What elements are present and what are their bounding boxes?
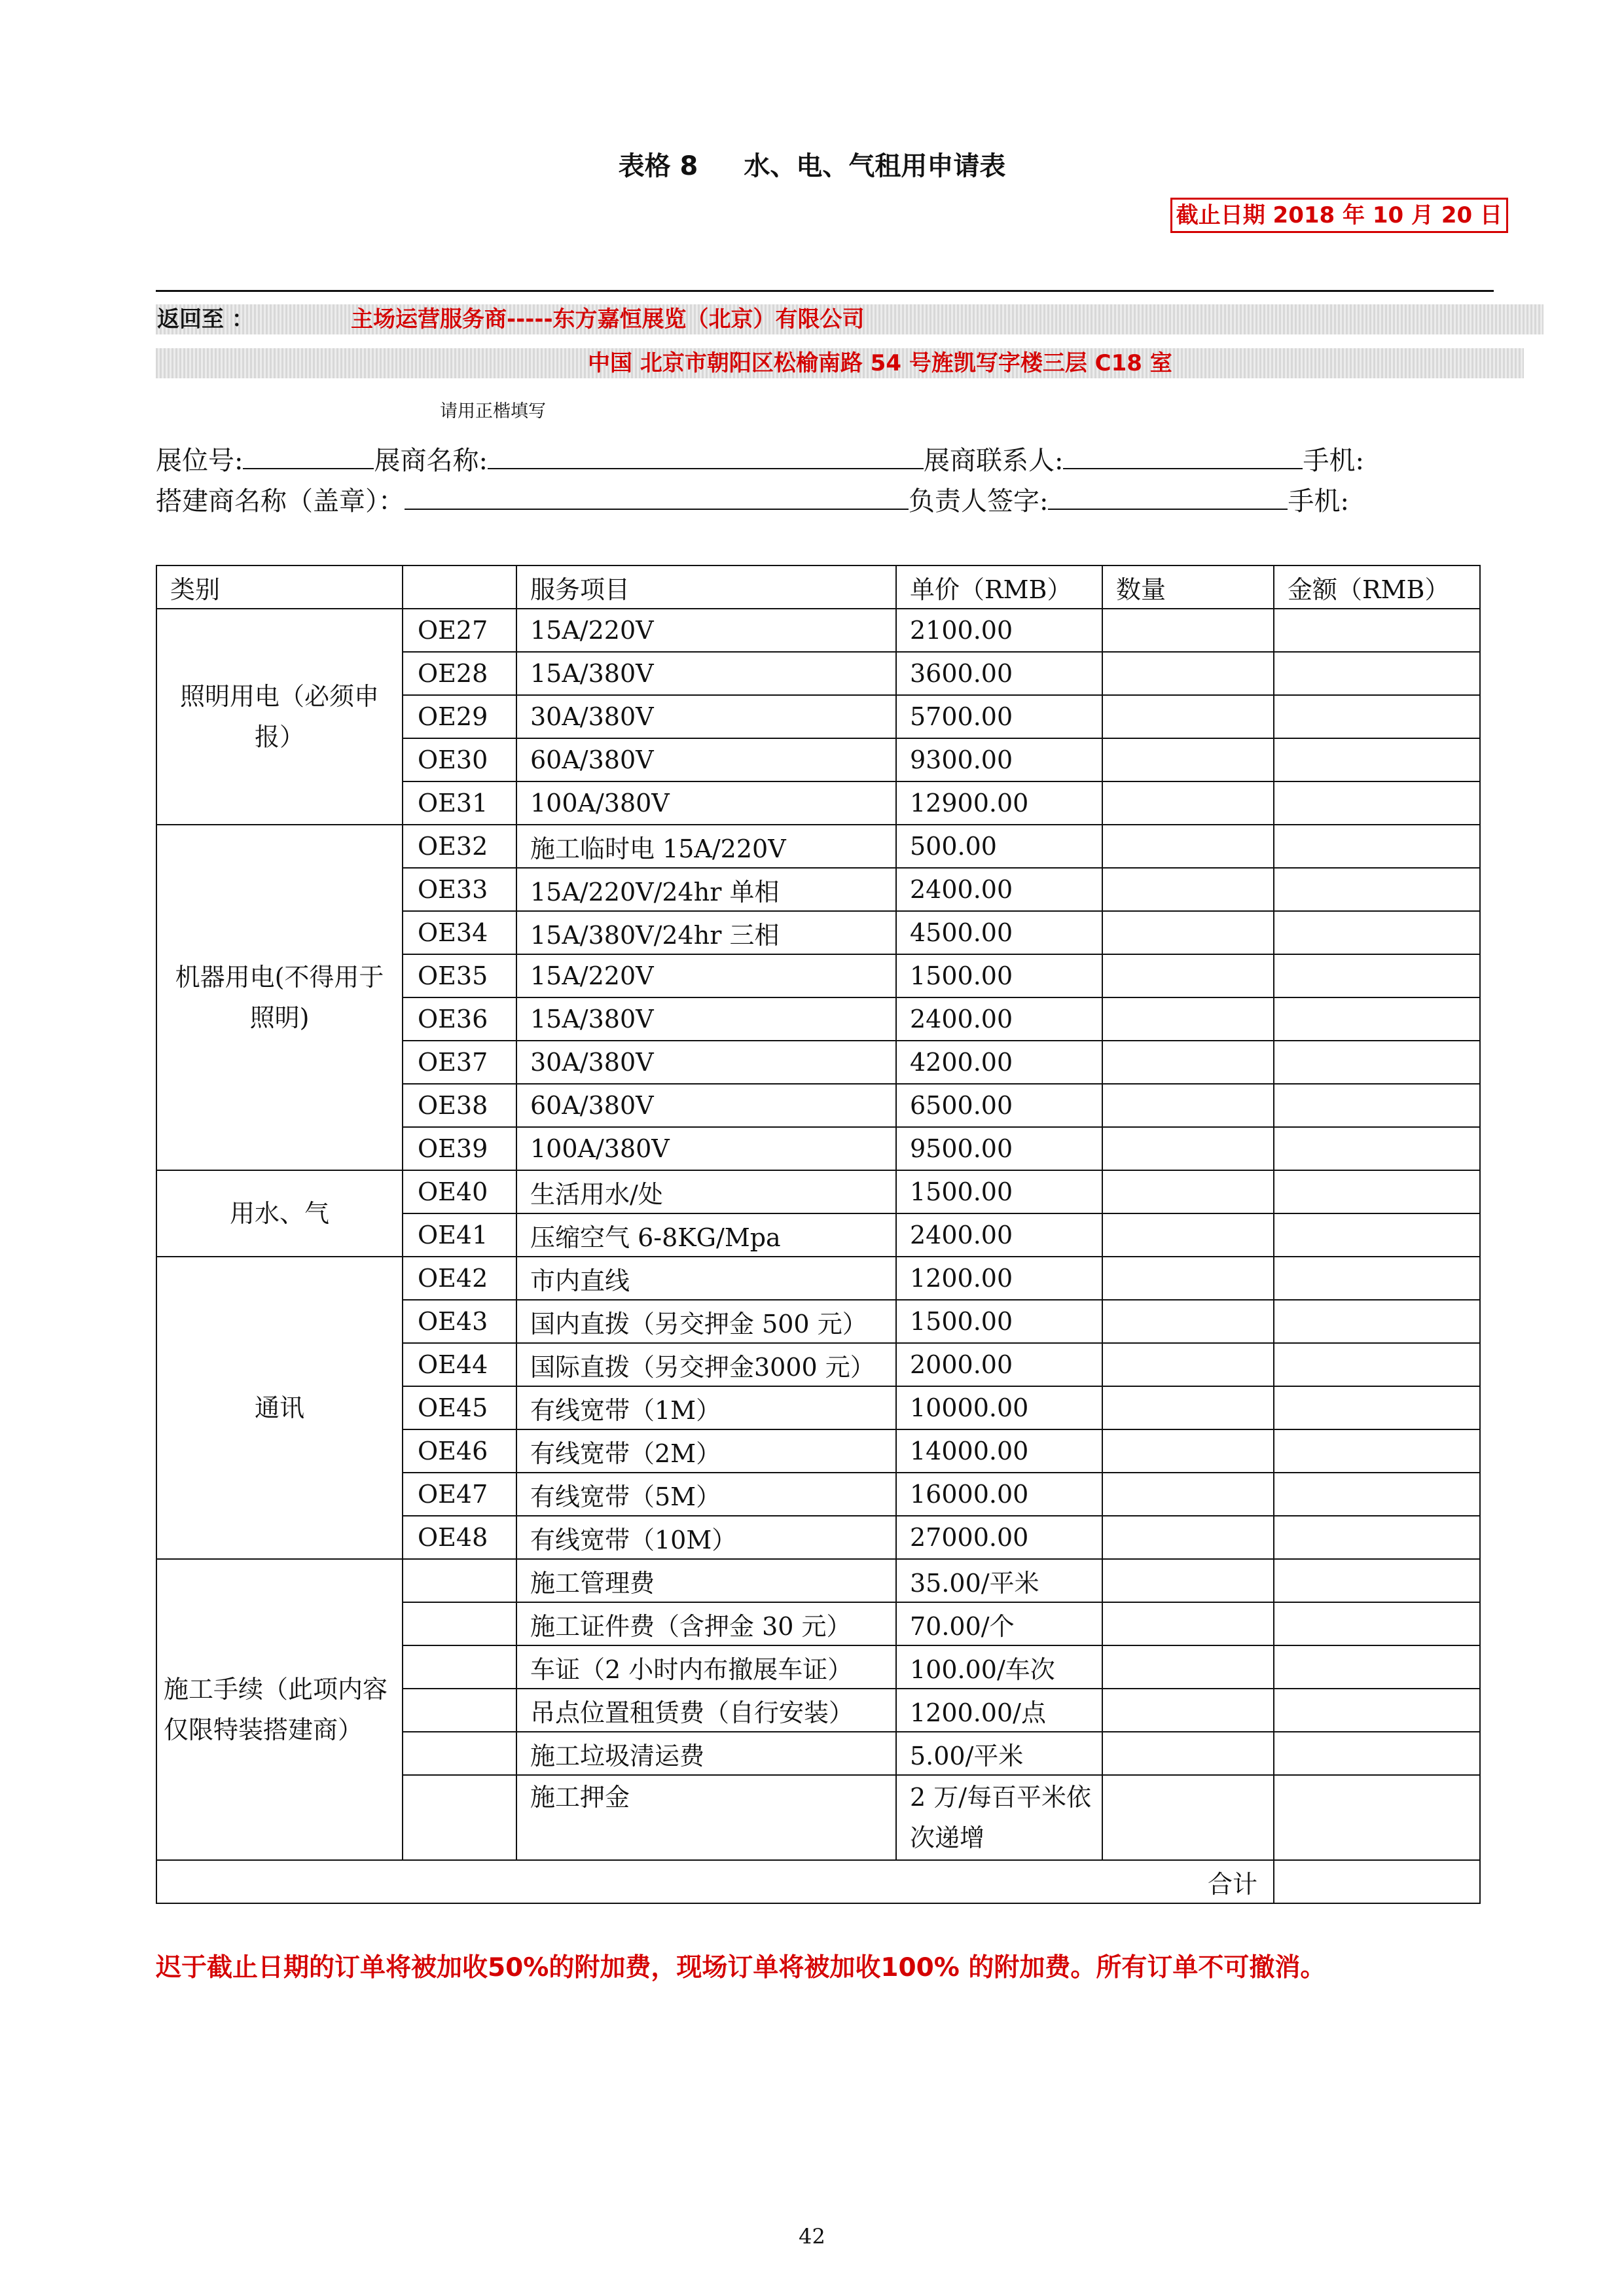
form-number: 表格 8: [618, 151, 698, 181]
item-cell: 15A/380V/24hr 三相: [516, 911, 896, 954]
builder-name-label: 搭建商名称（盖章）：: [156, 486, 405, 516]
quantity-cell[interactable]: [1102, 1300, 1274, 1343]
item-cell: 100A/380V: [516, 1127, 896, 1170]
exhibitor-contact-field[interactable]: [1063, 444, 1303, 469]
signature-field[interactable]: [1048, 485, 1288, 510]
code-cell: OE43: [403, 1300, 516, 1343]
price-cell: 100.00/车次: [896, 1645, 1102, 1689]
late-order-note: 迟于截止日期的订单将被加收50%的附加费，现场订单将被加收100% 的附加费。所有订单不可撤消。: [156, 1953, 1326, 1982]
price-cell: 35.00/平米: [896, 1559, 1102, 1602]
exhibitor-name-label: 展商名称:: [374, 446, 488, 476]
price-cell: 2000.00: [896, 1343, 1102, 1386]
item-cell: 施工押金: [516, 1775, 896, 1860]
quantity-cell[interactable]: [1102, 868, 1274, 911]
quantity-cell[interactable]: [1102, 1689, 1274, 1732]
quantity-cell[interactable]: [1102, 1429, 1274, 1473]
quantity-cell[interactable]: [1102, 1775, 1274, 1860]
mobile-label-2: 手机:: [1288, 486, 1349, 516]
signature-label: 负责人签字:: [909, 486, 1049, 516]
item-cell: 15A/380V: [516, 652, 896, 695]
quantity-cell[interactable]: [1102, 1257, 1274, 1300]
builder-info-line: [156, 480, 1349, 518]
price-cell: 3600.00: [896, 652, 1102, 695]
exhibitor-info-line: [156, 440, 1364, 477]
category-cell: 用水、气: [156, 1170, 403, 1257]
header-code: [403, 565, 516, 609]
code-cell: [403, 1732, 516, 1775]
amount-cell[interactable]: [1274, 1775, 1480, 1860]
price-cell: 9300.00: [896, 738, 1102, 781]
page-number: 42: [799, 2224, 825, 2249]
item-cell: 施工临时电 15A/220V: [516, 825, 896, 868]
quantity-cell[interactable]: [1102, 1559, 1274, 1602]
item-cell: 15A/220V: [516, 609, 896, 652]
item-cell: 国际直拨（另交押金3000 元）: [516, 1343, 896, 1386]
header-amount: 金额（RMB）: [1274, 565, 1480, 609]
amount-cell[interactable]: [1274, 911, 1480, 954]
header-item: 服务项目: [516, 565, 896, 609]
item-cell: 市内直线: [516, 1257, 896, 1300]
code-cell: OE27: [403, 609, 516, 652]
amount-cell[interactable]: [1274, 1732, 1480, 1775]
form-title: 水、电、气租用申请表: [744, 151, 1006, 181]
code-cell: [403, 1645, 516, 1689]
amount-cell[interactable]: [1274, 1170, 1480, 1213]
amount-cell[interactable]: [1274, 1041, 1480, 1084]
total-row: [156, 1860, 1480, 1903]
quantity-cell[interactable]: [1102, 1343, 1274, 1386]
item-cell: 60A/380V: [516, 738, 896, 781]
amount-cell[interactable]: [1274, 1516, 1480, 1559]
code-cell: [403, 1559, 516, 1602]
item-cell: 生活用水/处: [516, 1170, 896, 1213]
quantity-cell[interactable]: [1102, 1127, 1274, 1170]
amount-cell[interactable]: [1274, 1602, 1480, 1645]
code-cell: OE45: [403, 1386, 516, 1429]
code-cell: OE33: [403, 868, 516, 911]
header-quantity: 数量: [1102, 565, 1274, 609]
amount-cell[interactable]: [1274, 1559, 1480, 1602]
price-cell: 5700.00: [896, 695, 1102, 738]
code-cell: OE44: [403, 1343, 516, 1386]
price-cell: 2 万/每百平米依次递增: [896, 1775, 1102, 1860]
quantity-cell[interactable]: [1102, 1602, 1274, 1645]
item-cell: 有线宽带（1M）: [516, 1386, 896, 1429]
amount-cell[interactable]: [1274, 1300, 1480, 1343]
item-cell: 施工垃圾清运费: [516, 1732, 896, 1775]
item-cell: 15A/220V/24hr 单相: [516, 868, 896, 911]
exhibitor-contact-label: 展商联系人:: [923, 446, 1064, 476]
amount-cell[interactable]: [1274, 609, 1480, 652]
price-cell: 5.00/平米: [896, 1732, 1102, 1775]
price-cell: 1500.00: [896, 1170, 1102, 1213]
code-cell: OE36: [403, 997, 516, 1041]
table-header-row: [156, 565, 1480, 609]
quantity-cell[interactable]: [1102, 652, 1274, 695]
amount-cell[interactable]: [1274, 1645, 1480, 1689]
return-label: 返回至 ：: [157, 306, 254, 332]
amount-cell[interactable]: [1274, 997, 1480, 1041]
amount-cell[interactable]: [1274, 781, 1480, 825]
item-cell: 有线宽带（5M）: [516, 1473, 896, 1516]
quantity-cell[interactable]: [1102, 1386, 1274, 1429]
table-row: [156, 1257, 1480, 1300]
booth-no-label: 展位号:: [156, 446, 244, 476]
code-cell: OE41: [403, 1213, 516, 1257]
item-cell: 车证（2 小时内布撤展车证）: [516, 1645, 896, 1689]
code-cell: OE42: [403, 1257, 516, 1300]
code-cell: OE39: [403, 1127, 516, 1170]
item-cell: 有线宽带（2M）: [516, 1429, 896, 1473]
quantity-cell[interactable]: [1102, 911, 1274, 954]
fill-hint: 请用正楷填写: [440, 401, 546, 422]
return-band: [156, 304, 1543, 334]
quantity-cell[interactable]: [1102, 1645, 1274, 1689]
return-company: 主场运营服务商-----东方嘉恒展览（北京）有限公司: [351, 306, 865, 332]
code-cell: [403, 1602, 516, 1645]
amount-cell[interactable]: [1274, 1343, 1480, 1386]
price-cell: 27000.00: [896, 1516, 1102, 1559]
amount-cell[interactable]: [1274, 738, 1480, 781]
table-row: [156, 825, 1480, 868]
amount-cell[interactable]: [1274, 1689, 1480, 1732]
header-price: 单价（RMB）: [896, 565, 1102, 609]
price-cell: 6500.00: [896, 1084, 1102, 1127]
price-cell: 4500.00: [896, 911, 1102, 954]
price-cell: 14000.00: [896, 1429, 1102, 1473]
booth-no-field[interactable]: [243, 444, 374, 469]
amount-cell[interactable]: [1274, 695, 1480, 738]
price-cell: 12900.00: [896, 781, 1102, 825]
item-cell: 施工管理费: [516, 1559, 896, 1602]
mobile-label-1: 手机:: [1303, 446, 1364, 476]
total-label: 合计: [156, 1860, 1274, 1903]
quantity-cell[interactable]: [1102, 997, 1274, 1041]
item-cell: 15A/220V: [516, 954, 896, 997]
code-cell: OE47: [403, 1473, 516, 1516]
quantity-cell[interactable]: [1102, 825, 1274, 868]
price-cell: 1500.00: [896, 1300, 1102, 1343]
category-cell: 机器用电(不得用于照明): [156, 825, 403, 1170]
quantity-cell[interactable]: [1102, 609, 1274, 652]
item-cell: 国内直拨（另交押金 500 元）: [516, 1300, 896, 1343]
category-cell: 施工手续（此项内容仅限特装搭建商）: [156, 1559, 403, 1860]
price-cell: 2400.00: [896, 997, 1102, 1041]
quantity-cell[interactable]: [1102, 695, 1274, 738]
item-cell: 施工证件费（含押金 30 元）: [516, 1602, 896, 1645]
item-cell: 压缩空气 6-8KG/Mpa: [516, 1213, 896, 1257]
header-category: 类别: [156, 565, 403, 609]
exhibitor-name-field[interactable]: [488, 444, 924, 469]
quantity-cell[interactable]: [1102, 1732, 1274, 1775]
item-cell: 60A/380V: [516, 1084, 896, 1127]
document-title: [0, 145, 1624, 183]
quantity-cell[interactable]: [1102, 1170, 1274, 1213]
amount-cell[interactable]: [1274, 1127, 1480, 1170]
code-cell: OE32: [403, 825, 516, 868]
amount-cell[interactable]: [1274, 1473, 1480, 1516]
code-cell: OE29: [403, 695, 516, 738]
table-row: [156, 1170, 1480, 1213]
amount-cell[interactable]: [1274, 1429, 1480, 1473]
category-cell: 照明用电（必须申报）: [156, 609, 403, 825]
price-cell: 2400.00: [896, 868, 1102, 911]
price-cell: 9500.00: [896, 1127, 1102, 1170]
amount-cell[interactable]: [1274, 1257, 1480, 1300]
amount-cell[interactable]: [1274, 954, 1480, 997]
quantity-cell[interactable]: [1102, 738, 1274, 781]
table-row: [156, 1559, 1480, 1602]
price-cell: 1200.00/点: [896, 1689, 1102, 1732]
amount-cell[interactable]: [1274, 825, 1480, 868]
quantity-cell[interactable]: [1102, 1473, 1274, 1516]
price-cell: 4200.00: [896, 1041, 1102, 1084]
header-divider: [156, 290, 1494, 292]
quantity-cell[interactable]: [1102, 1084, 1274, 1127]
item-cell: 30A/380V: [516, 695, 896, 738]
code-cell: OE48: [403, 1516, 516, 1559]
amount-cell[interactable]: [1274, 1386, 1480, 1429]
rental-table: [156, 565, 1481, 1904]
code-cell: OE46: [403, 1429, 516, 1473]
quantity-cell[interactable]: [1102, 954, 1274, 997]
amount-cell[interactable]: [1274, 868, 1480, 911]
table-row: [156, 609, 1480, 652]
item-cell: 有线宽带（10M）: [516, 1516, 896, 1559]
price-cell: 16000.00: [896, 1473, 1102, 1516]
code-cell: OE31: [403, 781, 516, 825]
price-cell: 1200.00: [896, 1257, 1102, 1300]
category-cell: 通讯: [156, 1257, 403, 1559]
address-band: [156, 348, 1524, 378]
code-cell: OE28: [403, 652, 516, 695]
price-cell: 2400.00: [896, 1213, 1102, 1257]
price-cell: 500.00: [896, 825, 1102, 868]
price-cell: 1500.00: [896, 954, 1102, 997]
quantity-cell[interactable]: [1102, 1041, 1274, 1084]
price-cell: 10000.00: [896, 1386, 1102, 1429]
code-cell: OE38: [403, 1084, 516, 1127]
code-cell: OE40: [403, 1170, 516, 1213]
code-cell: [403, 1775, 516, 1860]
item-cell: 吊点位置租赁费（自行安装）: [516, 1689, 896, 1732]
code-cell: OE34: [403, 911, 516, 954]
quantity-cell[interactable]: [1102, 1213, 1274, 1257]
return-address: 中国 北京市朝阳区松榆南路 54 号旌凯写字楼三层 C18 室: [588, 350, 1172, 376]
amount-cell[interactable]: [1274, 1084, 1480, 1127]
price-cell: 70.00/个: [896, 1602, 1102, 1645]
price-cell: 2100.00: [896, 609, 1102, 652]
item-cell: 30A/380V: [516, 1041, 896, 1084]
total-amount-cell[interactable]: [1274, 1860, 1480, 1903]
builder-name-field[interactable]: [405, 485, 909, 510]
code-cell: [403, 1689, 516, 1732]
amount-cell[interactable]: [1274, 1213, 1480, 1257]
item-cell: 100A/380V: [516, 781, 896, 825]
item-cell: 15A/380V: [516, 997, 896, 1041]
quantity-cell[interactable]: [1102, 1516, 1274, 1559]
code-cell: OE37: [403, 1041, 516, 1084]
quantity-cell[interactable]: [1102, 781, 1274, 825]
amount-cell[interactable]: [1274, 652, 1480, 695]
code-cell: OE35: [403, 954, 516, 997]
code-cell: OE30: [403, 738, 516, 781]
deadline-box: 截止日期 2018 年 10 月 20 日: [1170, 198, 1508, 233]
